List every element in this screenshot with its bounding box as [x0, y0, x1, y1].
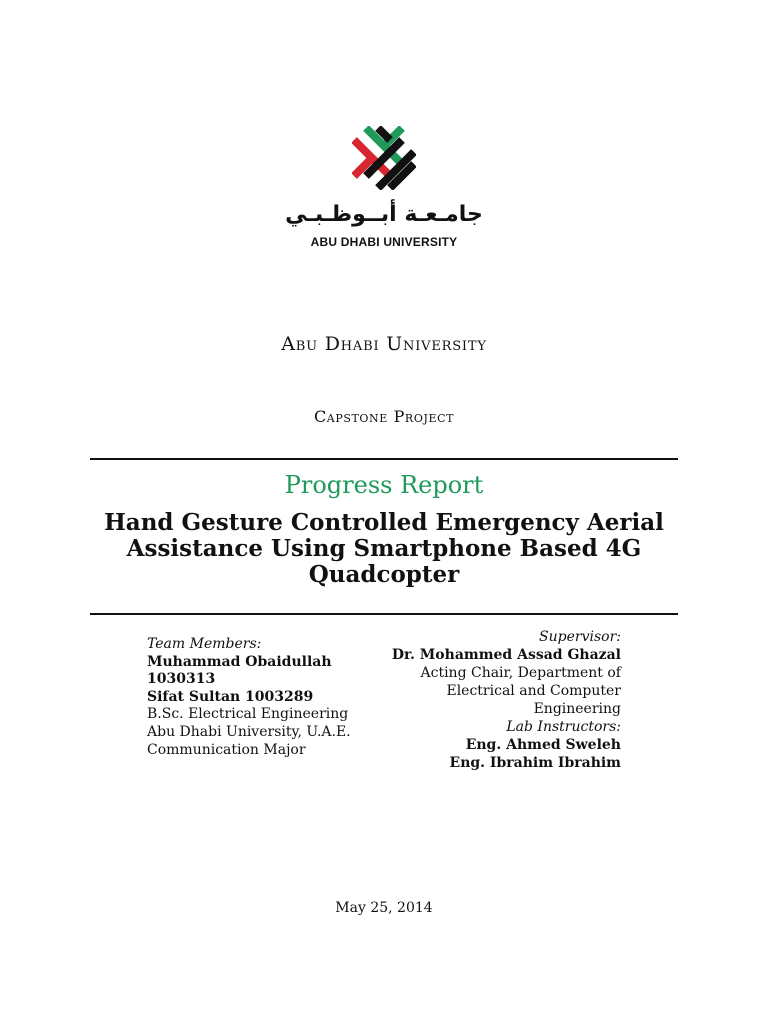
lab-instructor-name: Eng. Ibrahim Ibrahim: [449, 755, 621, 771]
lab-instructor-name: Eng. Ahmed Sweleh: [465, 737, 621, 753]
supervisor-position-line: Engineering: [533, 701, 621, 717]
lab-instructors-heading: Lab Instructors:: [506, 719, 621, 735]
institution-line: Abu Dhabi University, U.A.E.: [147, 723, 351, 740]
supervisor-name: Dr. Mohammed Assad Ghazal: [391, 647, 621, 663]
report-date: May 25, 2014: [335, 900, 433, 916]
team-members-block: [147, 636, 387, 759]
bottom-rule: [90, 613, 678, 615]
supervisors-block: [360, 628, 621, 772]
logo-arabic-name: جامـعـة أبــوظـبـي: [285, 202, 483, 227]
university-name: Abu Dhabi University: [281, 333, 487, 355]
university-logo-emblem: [352, 126, 416, 190]
supervisor-position-line: Electrical and Computer: [446, 683, 621, 699]
logo-university-name: ABU DHABI UNIVERSITY: [310, 235, 458, 249]
project-type: Capstone Project: [313, 407, 455, 426]
team-member: Muhammad Obaidullah: [147, 653, 332, 670]
major-line: Communication Major: [147, 741, 306, 758]
supervisor-heading: Supervisor:: [539, 629, 621, 645]
degree-line: B.Sc. Electrical Engineering: [147, 706, 349, 723]
team-members-heading: Team Members:: [147, 636, 262, 652]
report-type: Progress Report: [284, 471, 484, 499]
top-rule: [90, 458, 678, 460]
team-member: Sifat Sultan 1003289: [147, 688, 314, 705]
report-title: Hand Gesture Controlled Emergency Aerial Assistance Using Smartphone Based 4G Quadcopter: [104, 509, 664, 588]
supervisor-position-line: Acting Chair, Department of: [420, 665, 621, 681]
team-member-id: 1030313: [147, 671, 216, 688]
